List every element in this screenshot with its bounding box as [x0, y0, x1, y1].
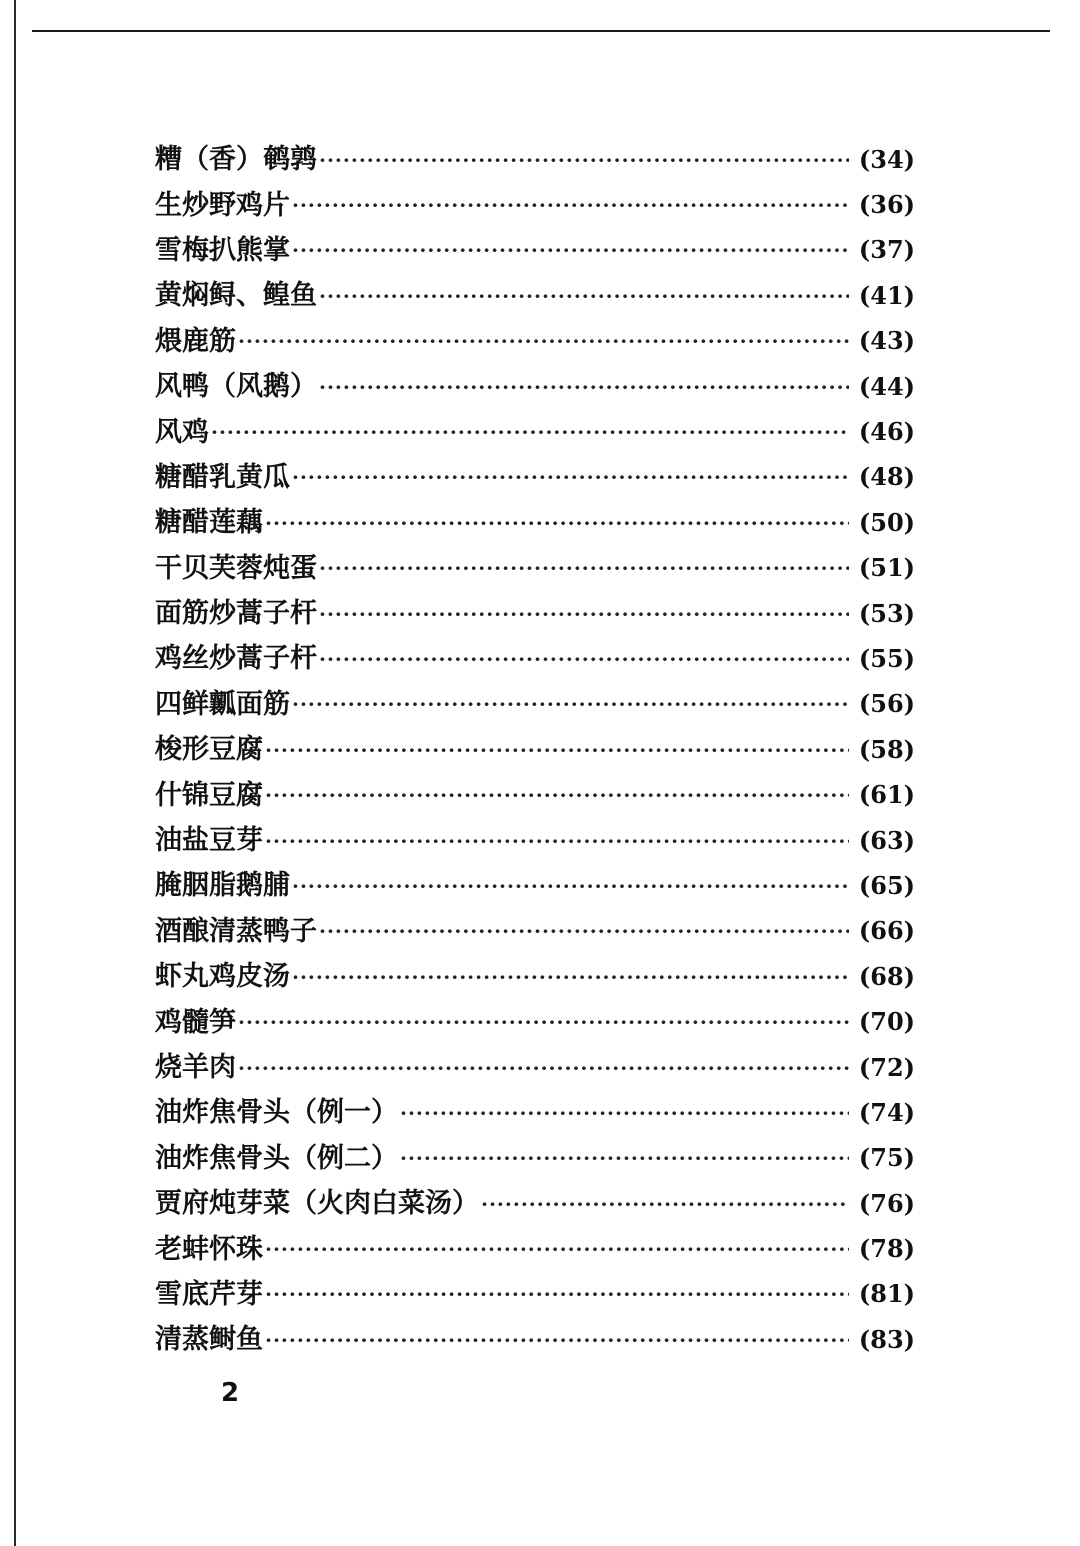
- toc-entry-page: (72): [858, 1052, 915, 1082]
- toc-entry: [155, 1226, 915, 1271]
- toc-entry-page: (44): [858, 371, 915, 401]
- toc-entry: [155, 636, 915, 681]
- toc-entry-page: (34): [858, 144, 915, 174]
- toc-entry-title: 烧羊肉: [155, 1052, 236, 1083]
- table-of-contents: [155, 137, 915, 1363]
- toc-entry-title: 酒酿清蒸鸭子: [155, 915, 317, 947]
- toc-dot-leader: [265, 1284, 849, 1304]
- toc-entry-page: (43): [858, 326, 915, 356]
- toc-dot-leader: [319, 377, 849, 397]
- toc-dot-leader: [292, 694, 849, 714]
- toc-entry: [155, 818, 915, 863]
- toc-entry-title: 糖醋莲藕: [155, 507, 263, 539]
- toc-entry: [155, 319, 915, 364]
- toc-entry: [155, 1136, 915, 1181]
- toc-dot-leader: [400, 1103, 849, 1123]
- toc-entry: [155, 1090, 915, 1135]
- toc-entry: [155, 455, 915, 500]
- toc-entry-title: 干贝芙蓉炖蛋: [155, 552, 317, 584]
- toc-dot-leader: [481, 1194, 849, 1214]
- toc-dot-leader: [265, 740, 849, 760]
- page-number: 2: [221, 1378, 240, 1408]
- toc-entry: [155, 772, 915, 817]
- toc-entry-page: (36): [858, 190, 915, 220]
- toc-entry-page: (75): [858, 1143, 915, 1173]
- toc-entry-page: (56): [858, 689, 915, 719]
- toc-entry-title: 腌胭脂鹅脯: [155, 870, 290, 902]
- toc-entry-page: (48): [858, 462, 915, 492]
- toc-entry-title: 贾府炖芽菜（火肉白菜汤）: [155, 1188, 479, 1220]
- top-rule: [32, 30, 1050, 32]
- toc-entry: [155, 409, 915, 454]
- toc-entry: [155, 1272, 915, 1317]
- toc-entry: [155, 364, 915, 409]
- toc-entry: [155, 228, 915, 273]
- toc-entry-page: (83): [858, 1324, 915, 1354]
- toc-dot-leader: [319, 286, 849, 306]
- toc-entry-page: (37): [858, 235, 915, 265]
- toc-entry-page: (58): [858, 734, 915, 764]
- toc-dot-leader: [265, 785, 849, 805]
- toc-entry-page: (51): [858, 553, 915, 583]
- toc-entry: [155, 1181, 915, 1226]
- toc-entry-title: 风鸭（风鹅）: [155, 371, 317, 403]
- toc-dot-leader: [238, 1058, 849, 1078]
- toc-dot-leader: [292, 467, 849, 487]
- toc-dot-leader: [400, 1148, 849, 1168]
- toc-entry-page: (76): [858, 1188, 915, 1218]
- toc-entry: [155, 137, 915, 182]
- toc-entry-title: 四鲜瓤面筋: [155, 688, 290, 720]
- toc-entry: [155, 727, 915, 772]
- toc-dot-leader: [265, 1330, 849, 1350]
- toc-entry-title: 梭形豆腐: [155, 734, 263, 766]
- toc-entry-title: 什锦豆腐: [155, 779, 263, 811]
- toc-entry: [155, 999, 915, 1044]
- toc-dot-leader: [319, 604, 849, 624]
- toc-entry-title: 生炒野鸡片: [155, 189, 290, 221]
- toc-dot-leader: [265, 513, 849, 533]
- toc-entry-page: (65): [858, 870, 915, 900]
- toc-entry-title: 清蒸鲥鱼: [155, 1324, 263, 1356]
- toc-dot-leader: [292, 240, 849, 260]
- toc-entry-title: 鸡丝炒蒿子杆: [155, 643, 317, 675]
- toc-entry-title: 虾丸鸡皮汤: [155, 961, 290, 993]
- toc-entry-title: 黄焖鲟、鳇鱼: [155, 280, 317, 312]
- toc-entry: [155, 863, 915, 908]
- toc-dot-leader: [319, 150, 849, 170]
- toc-entry: [155, 182, 915, 227]
- toc-entry-title: 雪底芹芽: [155, 1278, 263, 1310]
- toc-entry-page: (41): [858, 280, 915, 310]
- toc-entry-title: 油炸焦骨头（例二）: [155, 1142, 398, 1174]
- toc-dot-leader: [211, 422, 849, 442]
- toc-entry-page: (78): [858, 1234, 915, 1264]
- toc-entry-title: 油炸焦骨头（例一）: [155, 1097, 398, 1129]
- toc-entry-title: 煨鹿筋: [155, 325, 236, 357]
- toc-dot-leader: [292, 876, 849, 896]
- toc-entry-title: 鸡髓笋: [155, 1006, 236, 1038]
- toc-entry: [155, 591, 915, 636]
- toc-entry-page: (55): [858, 643, 915, 673]
- toc-dot-leader: [319, 921, 849, 941]
- toc-dot-leader: [238, 331, 849, 351]
- toc-entry-page: (61): [858, 780, 915, 810]
- toc-entry-title: 糟（香）鹌鹑: [155, 144, 317, 176]
- toc-entry-page: (81): [858, 1279, 915, 1309]
- toc-entry: [155, 500, 915, 545]
- toc-entry-page: (68): [858, 961, 915, 991]
- toc-dot-leader: [265, 1239, 849, 1259]
- toc-dot-leader: [265, 831, 849, 851]
- toc-entry-page: (70): [858, 1007, 915, 1037]
- toc-dot-leader: [238, 1012, 849, 1032]
- toc-entry-page: (46): [858, 417, 915, 447]
- toc-dot-leader: [319, 649, 849, 669]
- toc-entry: [155, 682, 915, 727]
- toc-dot-leader: [292, 195, 849, 215]
- toc-entry-page: (63): [858, 825, 915, 855]
- page-left-border: [14, 0, 16, 1546]
- toc-entry: [155, 1045, 915, 1090]
- toc-dot-leader: [292, 967, 849, 987]
- toc-entry: [155, 954, 915, 999]
- toc-entry-title: 雪梅扒熊掌: [155, 234, 290, 266]
- toc-entry: [155, 909, 915, 954]
- toc-entry-page: (53): [858, 598, 915, 628]
- toc-entry-page: (66): [858, 916, 915, 946]
- toc-entry-page: (74): [858, 1097, 915, 1127]
- toc-entry-title: 面筋炒蒿子杆: [155, 598, 317, 630]
- toc-entry-title: 风鸡: [155, 416, 209, 448]
- toc-entry-title: 油盐豆芽: [155, 825, 263, 857]
- toc-entry: [155, 273, 915, 318]
- toc-entry-title: 糖醋乳黄瓜: [155, 461, 290, 493]
- toc-entry-page: (50): [858, 507, 915, 537]
- toc-entry-title: 老蚌怀珠: [155, 1233, 263, 1265]
- toc-entry: [155, 1317, 915, 1362]
- toc-entry: [155, 546, 915, 591]
- toc-dot-leader: [319, 558, 849, 578]
